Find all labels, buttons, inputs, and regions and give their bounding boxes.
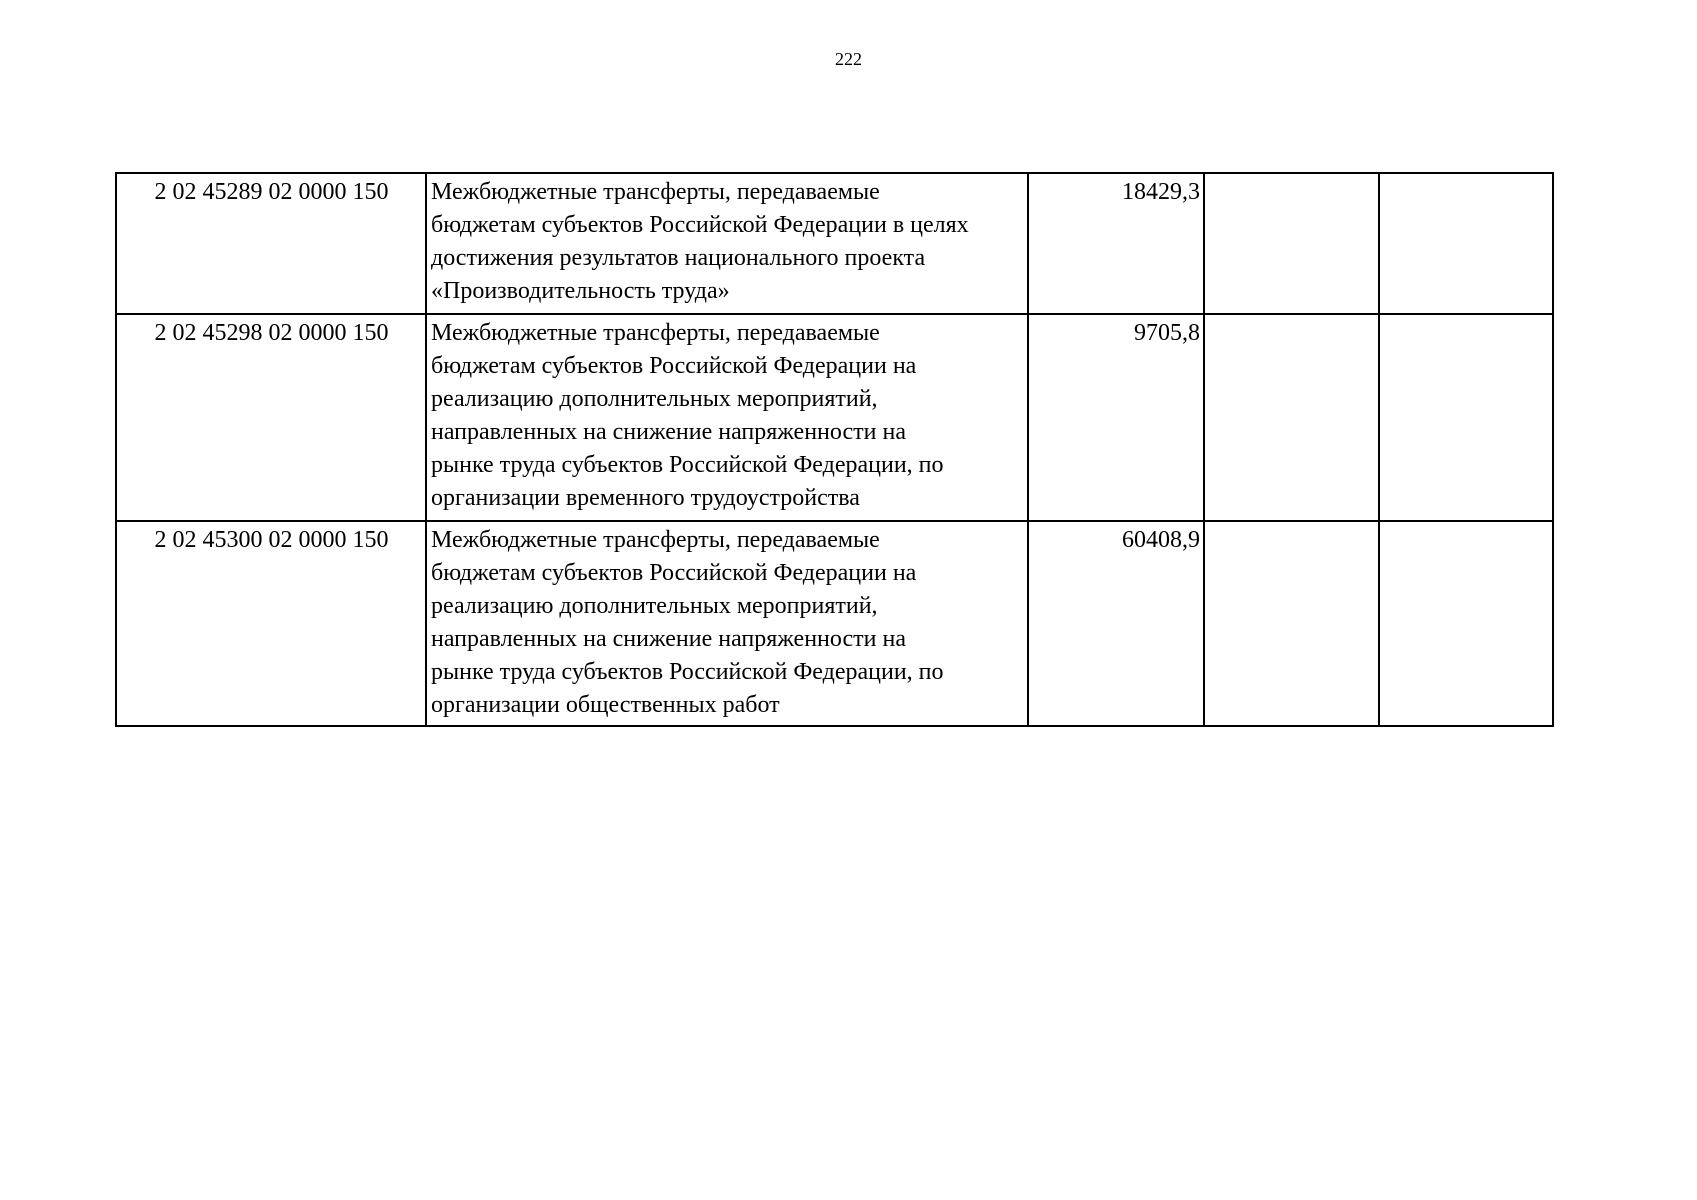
amount-cell-2 — [1204, 173, 1379, 314]
amount-cell: 9705,8 — [1028, 314, 1204, 521]
amount-cell-2 — [1204, 521, 1379, 726]
amount-cell-3 — [1379, 521, 1553, 726]
amount-cell-3 — [1379, 173, 1553, 314]
amount-cell-2 — [1204, 314, 1379, 521]
description-cell: Межбюджетные трансферты, передаваемые бюджетам субъектов Российской Федерации на реализацию дополнительных мероприятий, направленных на снижение напряженности на рынке труда субъектов Российской Федерации, по организации общественных работ — [426, 521, 1028, 726]
table-row — [116, 173, 1553, 314]
amount-cell-3 — [1379, 314, 1553, 521]
amount-cell: 18429,3 — [1028, 173, 1204, 314]
budget-code-cell: 2 02 45289 02 0000 150 — [116, 173, 426, 314]
amount-cell: 60408,9 — [1028, 521, 1204, 726]
budget-code-cell: 2 02 45300 02 0000 150 — [116, 521, 426, 726]
table-row — [116, 521, 1553, 726]
budget-table — [115, 172, 1554, 727]
budget-code-cell: 2 02 45298 02 0000 150 — [116, 314, 426, 521]
table-row — [116, 314, 1553, 521]
description-cell: Межбюджетные трансферты, передаваемые бюджетам субъектов Российской Федерации в целях достижения результатов национального проекта «Производительность труда» — [426, 173, 1028, 314]
page-number: 222 — [835, 49, 862, 69]
description-cell: Межбюджетные трансферты, передаваемые бюджетам субъектов Российской Федерации на реализацию дополнительных мероприятий, направленных на снижение напряженности на рынке труда субъектов Российской Федерации, по организации временного трудоустройства — [426, 314, 1028, 521]
